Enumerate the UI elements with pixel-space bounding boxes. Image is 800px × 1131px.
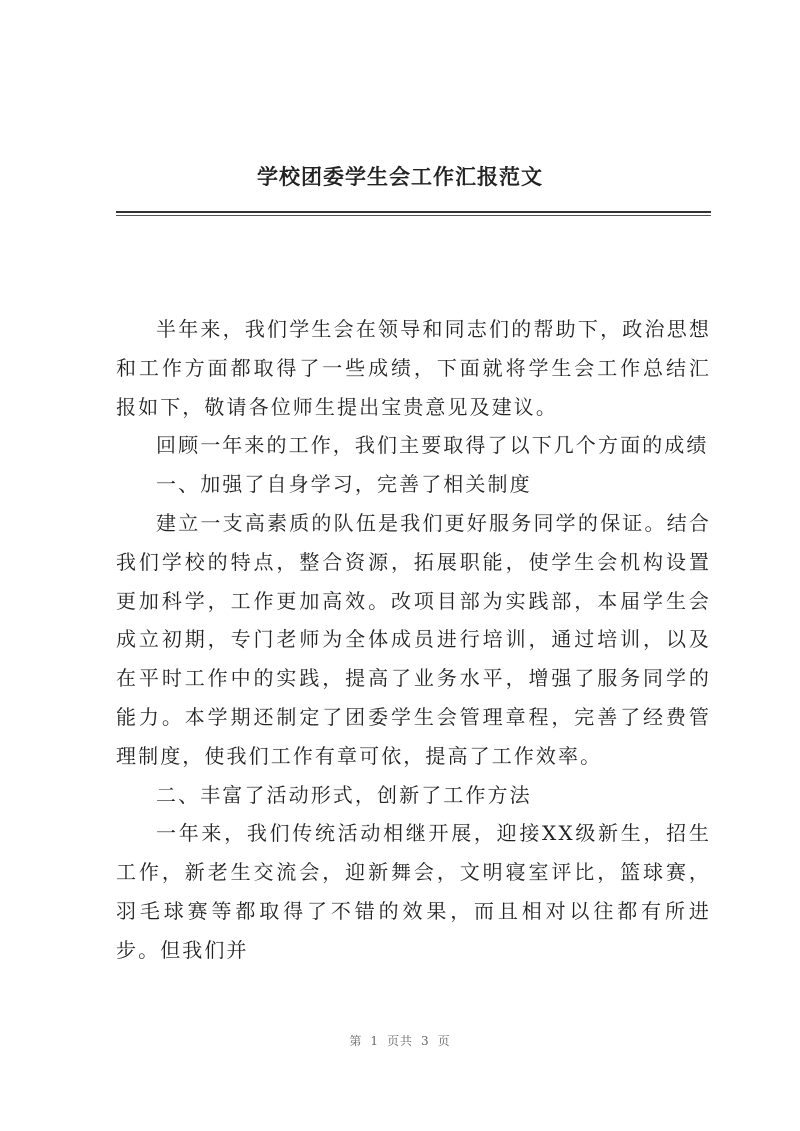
document-title: 学校团委学生会工作汇报范文 <box>257 164 543 189</box>
footer-total-pages: 3 <box>421 1034 430 1048</box>
title-divider <box>116 211 711 213</box>
footer-suffix: 页 <box>437 1034 451 1048</box>
page-footer <box>0 1032 800 1049</box>
footer-prefix: 第 <box>349 1034 363 1048</box>
section-heading-2: 二、丰富了活动形式，创新了工作方法 <box>156 782 532 807</box>
footer-page-number: 1 <box>370 1034 379 1048</box>
section-heading-1: 一、加强了自身学习，完善了相关制度 <box>156 472 532 497</box>
document-body <box>116 310 711 970</box>
paragraph-section-1: 建立一支高素质的队伍是我们更好服务同学的保证。结合我们学校的特点，整合资源，拓展职能，使学生会机构设置更加科学，工作更加高效。改项目部为实践部，本届学生会成立初期，专门老师为全体成员进行培训，通过培训，以及在平时工作中的实践，提高了业务水平，增强了服务同学的能力。本学期还制定了团委学生会管理章程，完善了经费管理制度，使我们工作有章可依，提高了工作效率。 <box>116 510 711 768</box>
title-divider-thin <box>116 215 711 216</box>
paragraph-section-2: 一年来，我们传统活动相继开展，迎接XX级新生，招生工作，新老生交流会，迎新舞会，文明寝室评比，篮球赛，羽毛球赛等都取得了不错的效果，而且相对以往都有所进步。但我们并 <box>116 821 711 962</box>
footer-middle: 页共 <box>386 1034 413 1048</box>
paragraph-intro: 半年来，我们学生会在领导和同志们的帮助下，政治思想和工作方面都取得了一些成绩，下面就将学生会工作总结汇报如下，敬请各位师生提出宝贵意见及建议。 <box>116 317 711 419</box>
paragraph-review: 回顾一年来的工作，我们主要取得了以下几个方面的成绩 <box>156 433 709 458</box>
